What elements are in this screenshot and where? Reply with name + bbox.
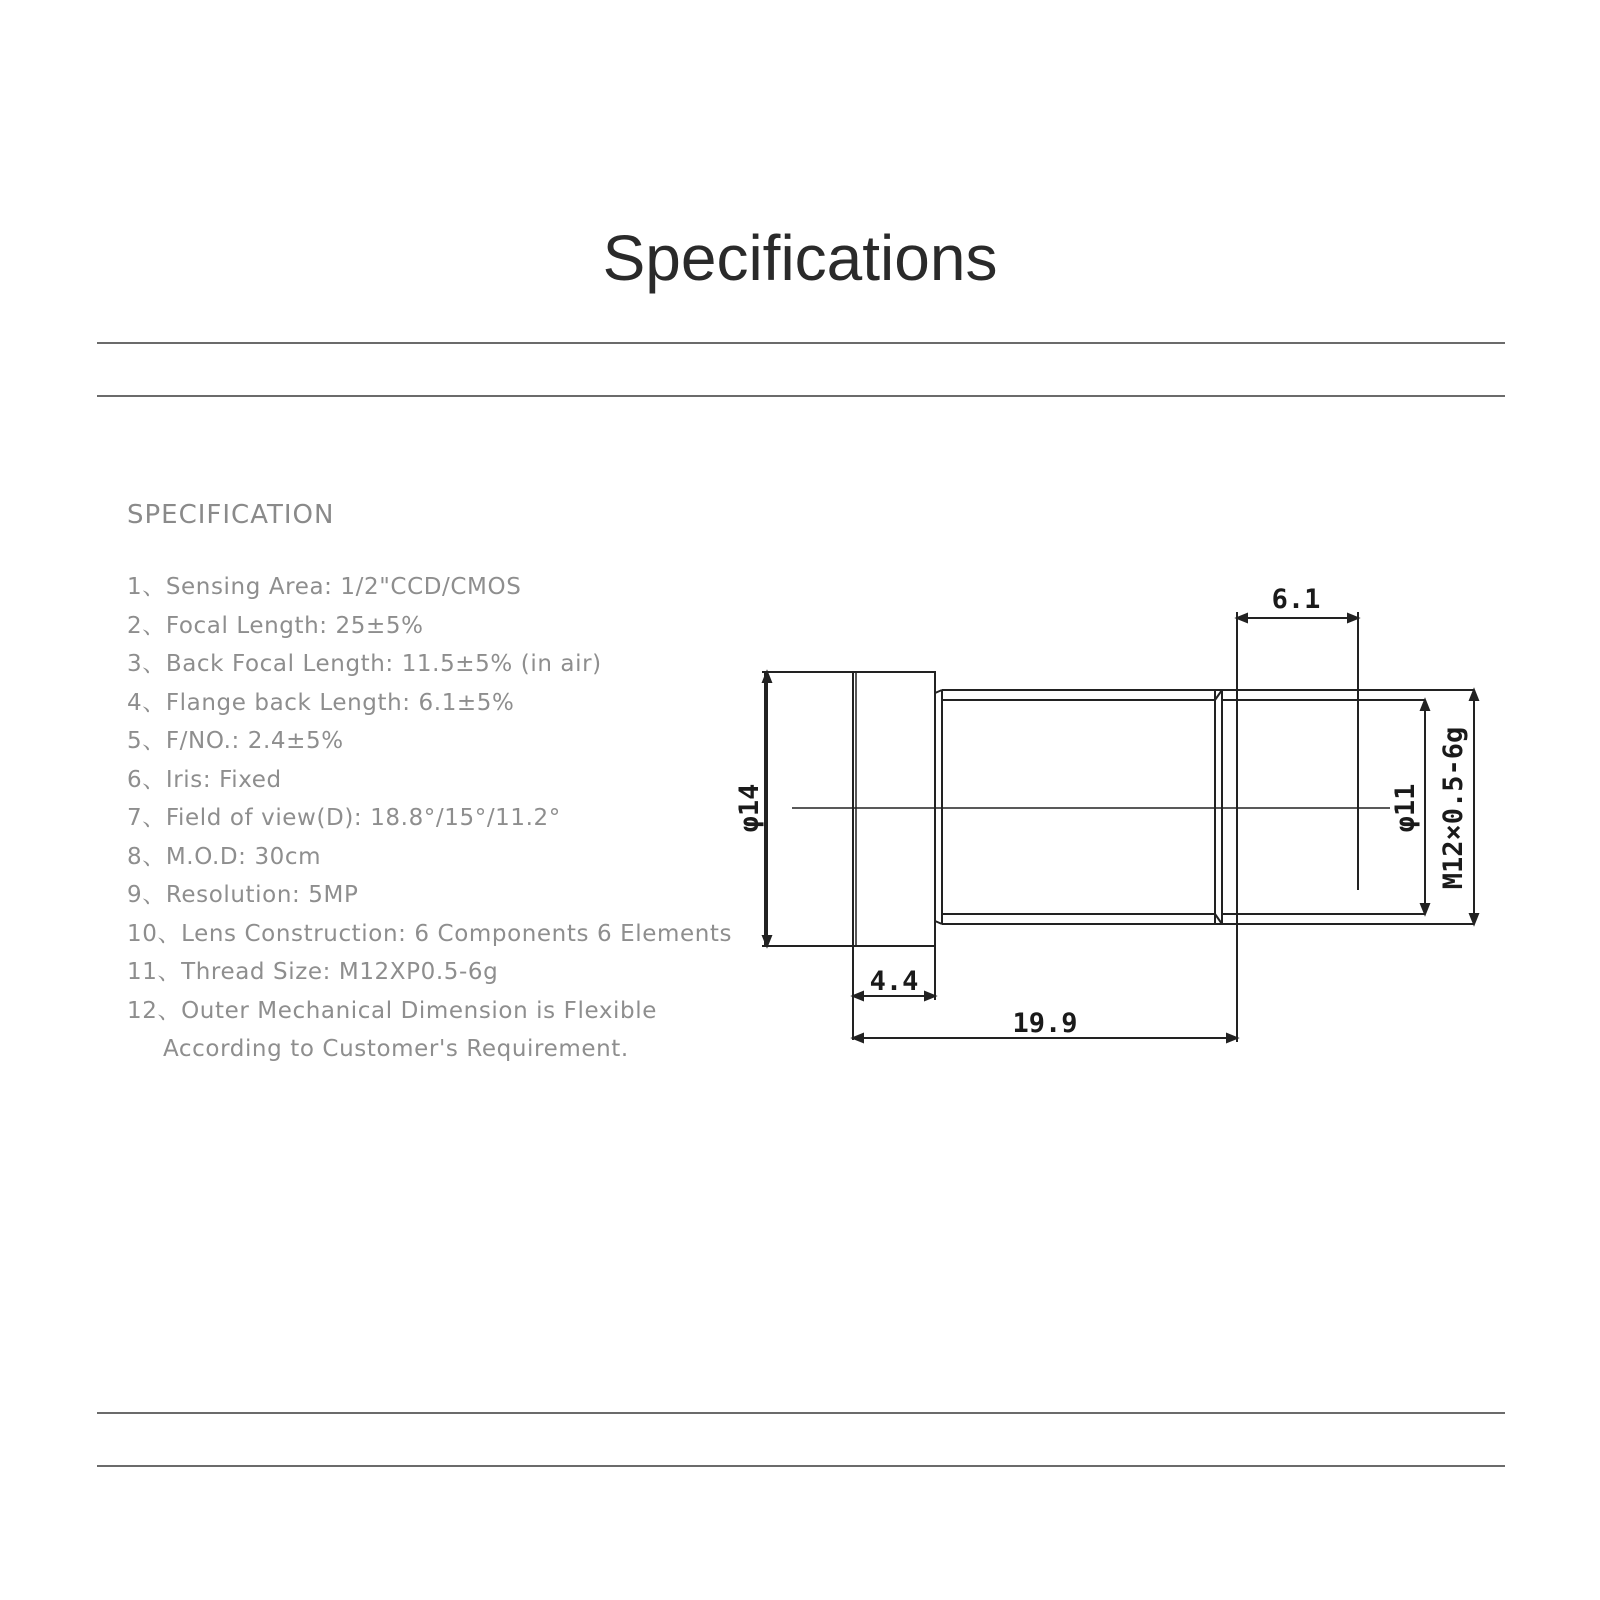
- spec-item-f-number: 5、F/NO.: 2.4±5%: [127, 728, 344, 754]
- lens-rear-barrel: [1222, 612, 1474, 924]
- spec-heading: SPECIFICATION: [127, 500, 335, 530]
- label-ring-width: 4.4: [869, 966, 919, 997]
- spec-item-field-of-view: 7、Field of view(D): 18.8°/15°/11.2°: [127, 805, 561, 831]
- dim-line-thread: [1470, 690, 1478, 924]
- dim-line-inner-diameter: [1421, 700, 1429, 914]
- dim-line-flange-back: [1237, 612, 1358, 890]
- spec-item-outer-dimension-cont: According to Customer's Requirement.: [163, 1036, 629, 1062]
- label-outer-diameter: φ14: [734, 783, 765, 833]
- spec-item-outer-dimension: 12、Outer Mechanical Dimension is Flexible: [127, 997, 657, 1024]
- dim-line-outer-diameter: [762, 672, 853, 946]
- spec-item-focal-length: 2、Focal Length: 25±5%: [127, 612, 424, 639]
- label-flange-back: 6.1: [1271, 584, 1321, 615]
- label-thread: M12×0.5-6g: [1438, 726, 1469, 890]
- spec-item-thread-size: 11、Thread Size: M12XP0.5-6g: [127, 959, 499, 985]
- spec-item-sensing-area: 1、Sensing Area: 1/2"CCD/CMOS: [127, 574, 522, 600]
- label-total-length: 19.9: [1012, 1008, 1078, 1039]
- spec-item-iris: 6、Iris: Fixed: [127, 766, 282, 793]
- bottom-divider-2: [97, 1465, 1505, 1467]
- spec-item-mod: 8、M.O.D: 30cm: [127, 843, 322, 870]
- lens-thread-barrel: [935, 690, 1222, 924]
- lens-flange: [853, 672, 935, 946]
- spec-item-lens-construction: 10、Lens Construction: 6 Components 6 Elements: [127, 920, 733, 947]
- spec-item-resolution: 9、Resolution: 5MP: [127, 882, 359, 908]
- page-title: Specifications: [602, 222, 998, 294]
- spec-item-flange-back-length: 4、Flange back Length: 6.1±5%: [127, 689, 515, 716]
- spec-item-back-focal-length: 3、Back Focal Length: 11.5±5% (in air): [127, 651, 602, 677]
- lens-front-ring: [765, 672, 853, 946]
- bottom-divider-1: [97, 1412, 1505, 1414]
- label-inner-diameter: φ11: [1390, 783, 1421, 833]
